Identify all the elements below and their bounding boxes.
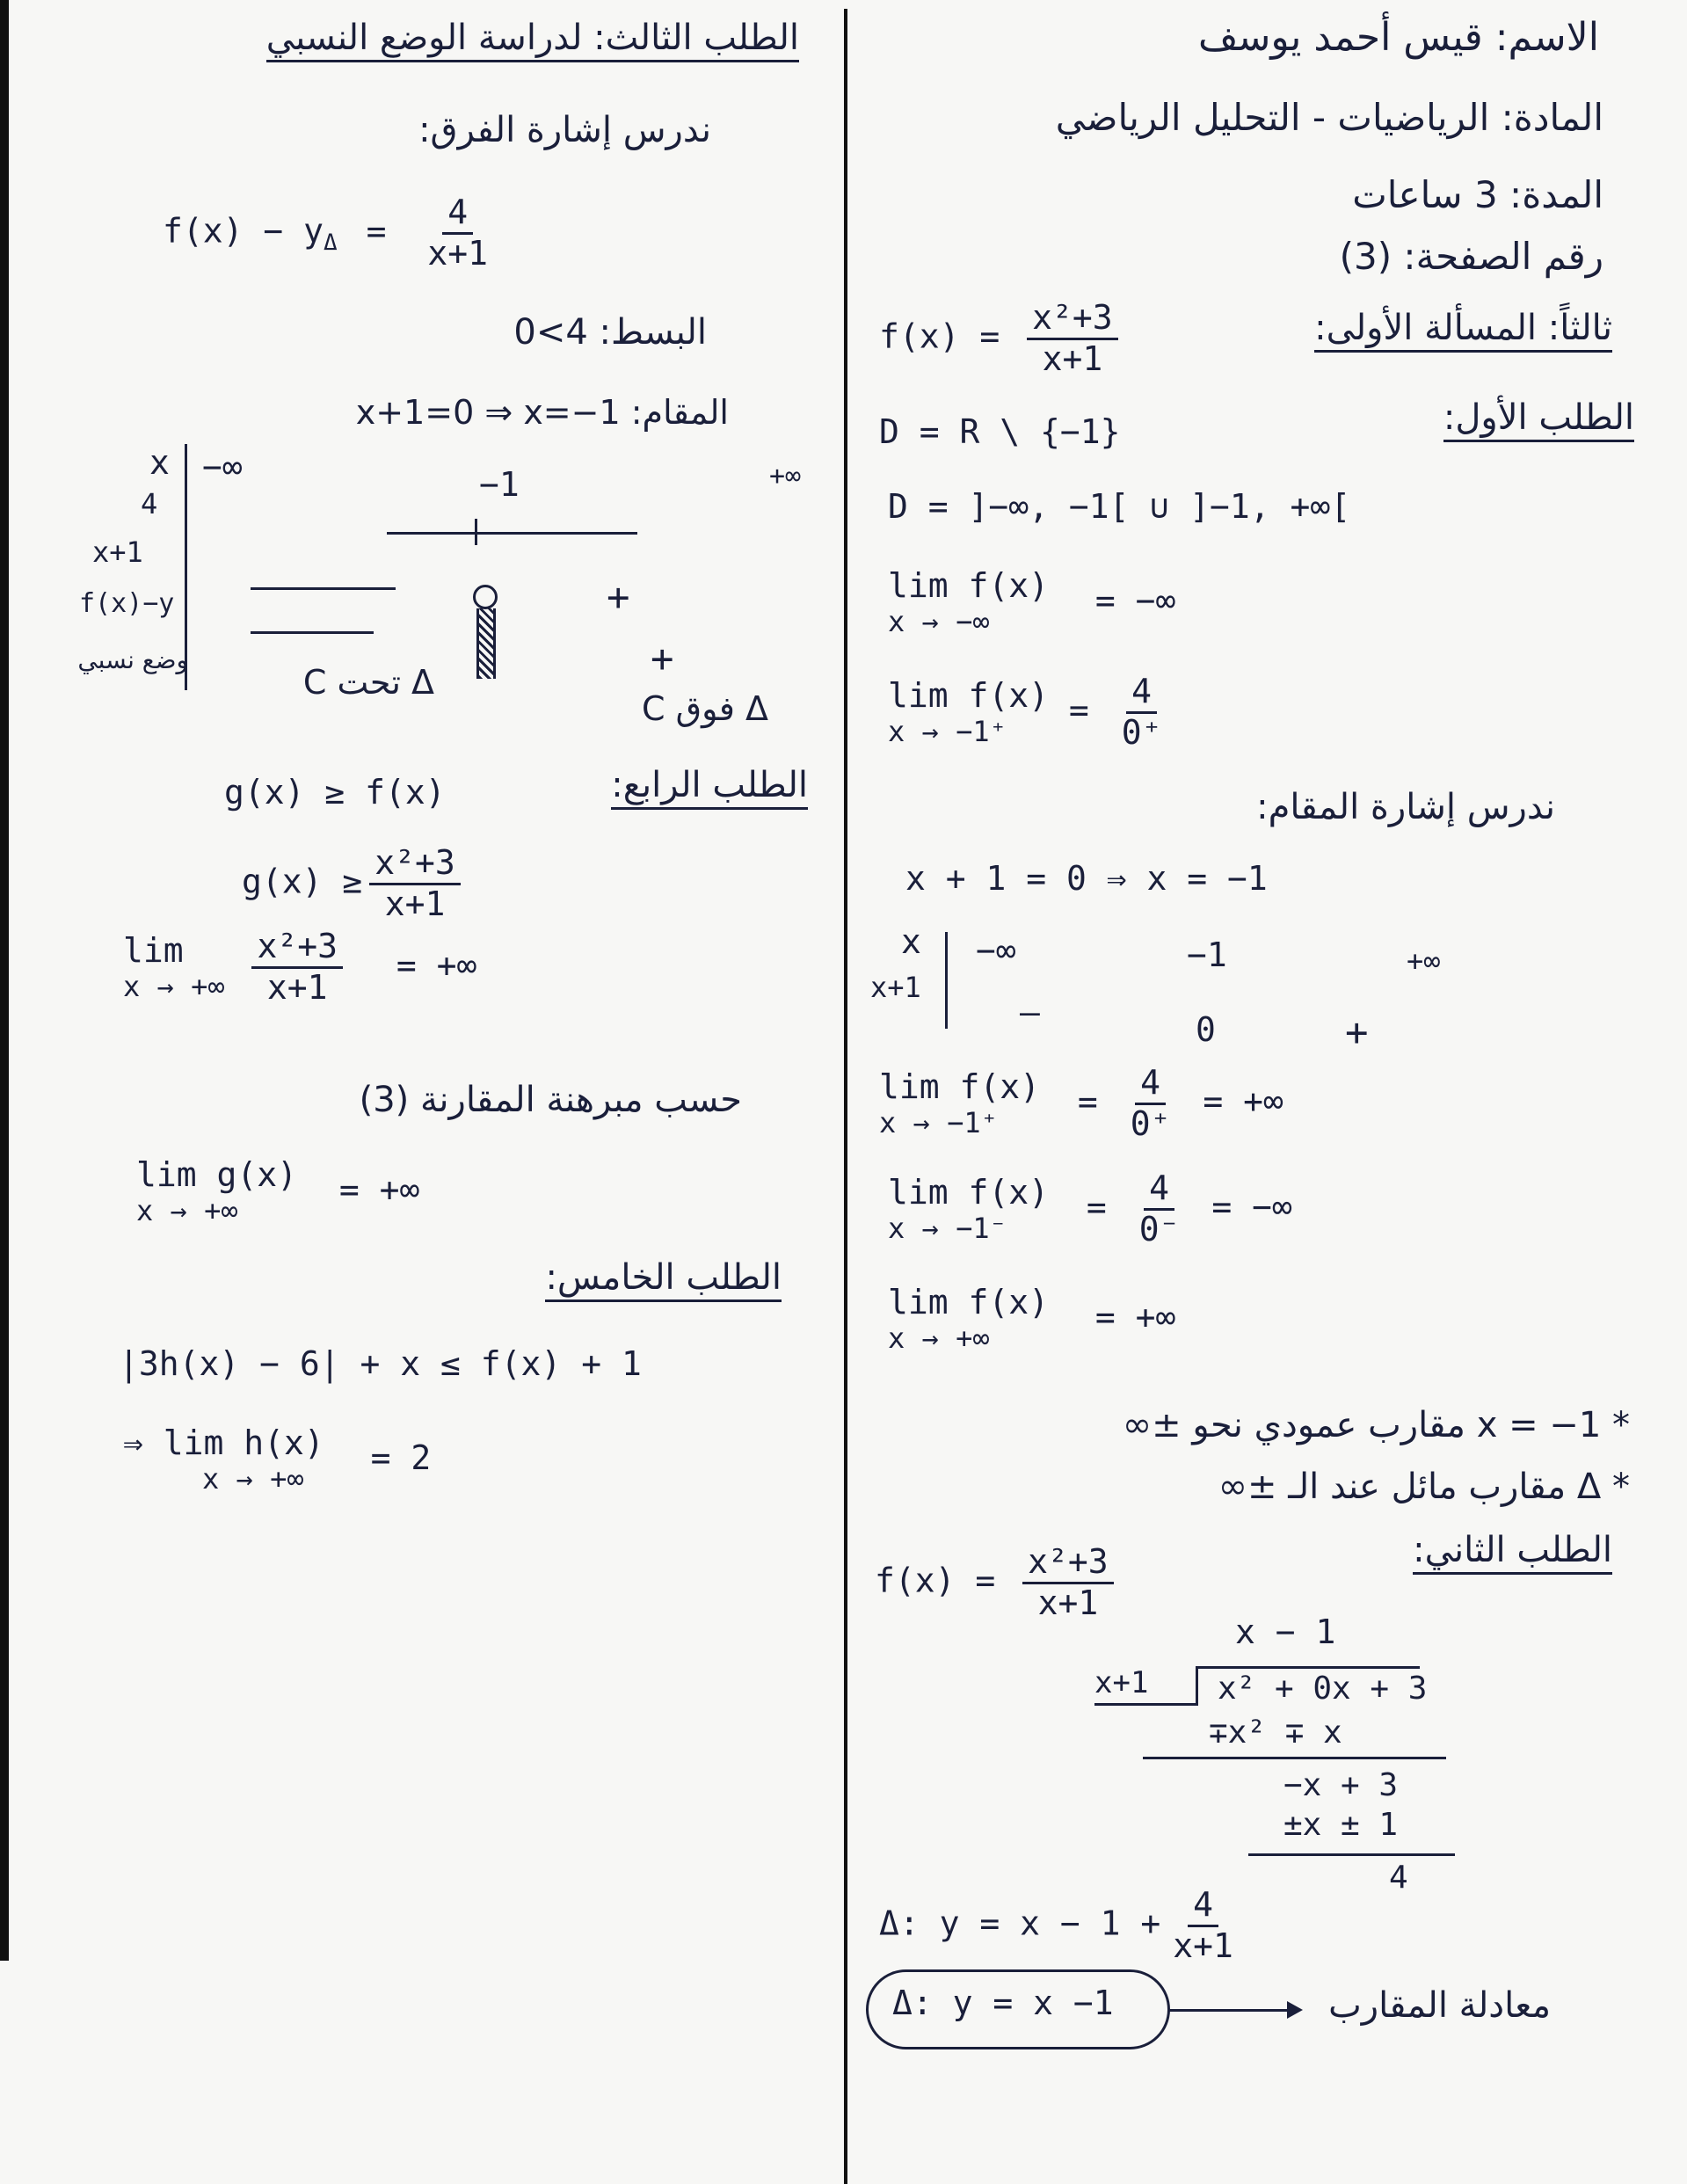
part5-title: الطلب الخامس:: [545, 1257, 782, 1298]
division-bracket: [1196, 1666, 1198, 1706]
division-divisor: x+1: [1094, 1665, 1149, 1700]
problem-title: ثالثاً: المسألة الأولى:: [1314, 308, 1612, 348]
asymptote-equation: Δ: y = x −1: [892, 1984, 1114, 2022]
division-rule-2: [1248, 1853, 1455, 1856]
part4-title: الطلب الرابع:: [611, 765, 808, 805]
part2-title: الطلب الثاني:: [1413, 1530, 1612, 1570]
position-table-relative: وضع نسبي: [77, 645, 188, 674]
vertical-asymptote-note: * x = −1 مقارب عمودي نحو ±∞: [1122, 1405, 1630, 1445]
asymptote-arrow: [1167, 2009, 1299, 2012]
division-dividend: x² + 0x + 3: [1218, 1671, 1428, 1707]
part3-title: الطلب الثالث: لدراسة الوضع النسبي: [266, 18, 799, 58]
position-table-minus-inf: −∞: [202, 448, 243, 486]
limit-ratio: lim x → +∞ $\frac{\text{x²+3}}{x+1}$ = +∞: [123, 927, 477, 1007]
g-inequality: g(x) ≥ f(x): [224, 773, 446, 812]
sign-table-axis: [945, 932, 948, 1029]
sign-table-x-label: x: [901, 922, 921, 961]
den-positive-sign: +: [607, 575, 630, 620]
domain-line-2: D = ]−∞, −1[ ∪ ]−1, +∞[: [888, 487, 1351, 526]
part3-subtitle: ندرس إشارة الفرق:: [418, 110, 711, 150]
duration-line: المدة: 3 ساعات: [1352, 173, 1603, 216]
division-quotient: x − 1: [1235, 1613, 1336, 1651]
column-divider: [844, 9, 847, 2184]
division-remainder: 4: [1389, 1860, 1408, 1896]
denominator-root-left: المقام: x+1=0 ⇒ x=−1: [355, 393, 729, 432]
position-table-difference: f(x)−y: [79, 588, 175, 619]
delta-expression: Δ: y = x − 1 + $\frac{4}{x+1}$: [879, 1885, 1233, 1965]
g-inequality-2: g(x) ≥ $\frac{\text{x²+3}}{x+1}$: [242, 844, 468, 923]
f-definition-2: f(x) = $\frac{\text{x²+3}}{x+1}$: [875, 1543, 1121, 1622]
sign-zero: 0: [1196, 1010, 1216, 1049]
limit-plus-inf: lim f(x) x → +∞ = +∞: [888, 1283, 1176, 1355]
numerator-sign: البسط: 4>0: [513, 312, 707, 353]
limit-minus-one-plus-a: lim f(x) x → −1⁺ = $\frac{4}{0^+}$: [888, 672, 1162, 752]
forbidden-value-bar: [476, 608, 496, 679]
position-table-x: x: [149, 443, 170, 482]
subject-line: المادة: الرياضيات - التحليل الرياضي: [1055, 96, 1603, 139]
asymptote-label: معادلة المقارب: [1328, 1985, 1551, 2026]
delta-below-curve: Δ تحت C: [302, 663, 434, 702]
division-rule-1: [1143, 1757, 1446, 1759]
sign-plus: +: [1345, 1010, 1369, 1055]
den-negative-line: [251, 587, 396, 590]
denominator-root: x + 1 = 0 ⇒ x = −1: [905, 859, 1268, 898]
comparison-theorem: حسب مبرهنة المقارنة (3): [359, 1080, 742, 1120]
sign-table-minus-one: −1: [1187, 935, 1227, 974]
domain-line-1: D = R \ {−1}: [879, 412, 1121, 451]
limit-minus-one-plus: lim f(x) x → −1⁺ = $\frac{4}{0^+}$ = +∞: [879, 1063, 1283, 1143]
part1-title: الطلب الأول:: [1443, 397, 1634, 438]
divisor-underline: [1094, 1703, 1196, 1706]
page-number-line: رقم الصفحة: (3): [1339, 235, 1603, 278]
student-name: الاسم: قيس أحمد يوسف: [1197, 15, 1599, 60]
f-definition: f(x) = $\frac{\text{x²+3}}{x+1}$: [879, 299, 1125, 378]
sign-minus: —: [1020, 993, 1040, 1031]
four-tick: [475, 519, 477, 545]
denominator-sign-title: ندرس إشارة المقام:: [1256, 787, 1555, 827]
position-table-denominator: x+1: [92, 535, 143, 569]
four-positive-line: [387, 532, 637, 535]
scan-edge: [0, 0, 9, 1961]
division-bar: [1196, 1666, 1420, 1669]
sign-table-plus-inf: +∞: [1407, 944, 1441, 978]
position-table-minus-one: −1: [479, 465, 520, 504]
division-step2: −x + 3: [1283, 1767, 1399, 1803]
position-table-four: 4: [141, 487, 158, 521]
delta-above-curve: Δ فوق C: [642, 689, 768, 728]
division-step3: ±x ± 1: [1283, 1807, 1399, 1843]
diff-negative-line: [251, 631, 374, 634]
limit-h: ⇒ lim h(x) x → +∞ = 2: [123, 1423, 432, 1496]
limit-minus-one-minus: lim f(x) x → −1⁻ = $\frac{4}{0^-}$ = −∞: [888, 1168, 1292, 1249]
position-table-plus-inf: +∞: [769, 461, 802, 491]
double-bar-dot: [473, 585, 498, 609]
division-step1: ∓x² ∓ x: [1209, 1714, 1342, 1751]
oblique-asymptote-note: * Δ مقارب مائل عند الـ ±∞: [1218, 1467, 1630, 1507]
limit-g: lim g(x) x → +∞ = +∞: [136, 1155, 420, 1227]
inequality-h: |3h(x) − 6| + x ≤ f(x) + 1: [119, 1344, 642, 1383]
difference-expression: $f(x) - y_\Delta$ = $\frac{4}{x+1}$: [163, 193, 488, 273]
sign-table-minus-inf: −∞: [976, 931, 1016, 970]
sign-table-row-label: x+1: [870, 971, 921, 1004]
limit-minus-inf: lim f(x) x → −∞ = −∞: [888, 566, 1176, 638]
diff-positive-sign: +: [651, 637, 674, 681]
